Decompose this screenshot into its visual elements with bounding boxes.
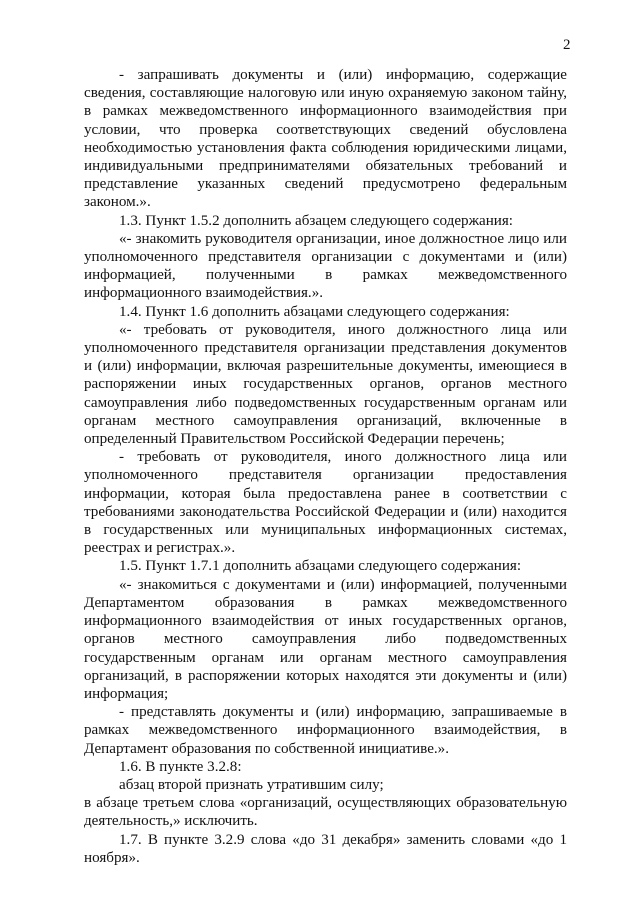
paragraph-item-1-7: 1.7. В пункте 3.2.9 слова «до 31 декабря» заменить словами «до 1 ноября». [84,831,567,866]
paragraph-get-acquainted: «- знакомиться с документами и (или) информацией, полученными Департаментом образования в рамках межведомственного информационного взаимодействия от иных государственных органов, органов местного самоуправления либо подведомственных государственным органам или органам местного самоуправления организаций, в распоряжении которых находятся эти документы и (или) информация; [84,576,567,702]
paragraph-item-1-4: 1.4. Пункт 1.6 дополнить абзацами следующего содержания: [119,303,510,320]
paragraph-require-documents: «- требовать от руководителя, иного должностного лица или уполномоченного представителя организации представления документов и (или) информации, включая разрешительные документы, имеющиеся в распоряжении иных государственных органов, органов местного самоуправления либо подведомственных государственным органам или органам местного самоуправления организаций, включенные в определенный Правительством Российской Федерации перечень; [84,321,567,448]
paragraph-request-documents-tax-secret: - запрашивать документы и (или) информацию, содержащие сведения, составляющие налоговую или иную охраняемую законом тайну, в рамках межведомственного информационного взаимодействия при условии, что проверка соответствующих сведений обусловлена необходимостью установления факта соблюдения юридическими лицами, индивидуальными предпринимателями обязательных требований и представление указанных сведений предусмотрено федеральным законом.». [84,67,567,211]
paragraph-item-1-6: 1.6. В пункте 3.2.8: [119,758,242,775]
paragraph-third-subparagraph-words: в абзаце третьем слова «организаций, осуществляющих образовательную деятельность,» исключить. [84,795,567,830]
paragraph-second-subparagraph-void: абзац второй признать утратившим силу; [119,776,384,793]
paragraph-item-1-5: 1.5. Пункт 1.7.1 дополнить абзацами следующего содержания: [119,558,522,575]
paragraph-submit-documents: - представлять документы и (или) информацию, запрашиваемые в рамках межведомственного информационного взаимодействия, в Департамент образования по собственной инициативе.». [84,704,567,757]
paragraph-familiarize-manager: «- знакомить руководителя организации, иное должностное лицо или уполномоченного представителя организации с документами и (или) информацией, полученными в рамках межведомственного информационного взаимодействия.». [84,230,567,302]
paragraph-item-1-3: 1.3. Пункт 1.5.2 дополнить абзацем следующего содержания: [119,212,513,229]
page-number: 2 [563,37,571,53]
paragraph-require-information: - требовать от руководителя, иного должностного лица или уполномоченного представителя организации предоставления информации, которая была предоставлена ранее в соответствии с требованиями законодательства Российской Федерации и (или) находится в государственных или муниципальных информационных системах, реестрах и регистрах.». [84,449,567,557]
document-body [84,66,567,867]
